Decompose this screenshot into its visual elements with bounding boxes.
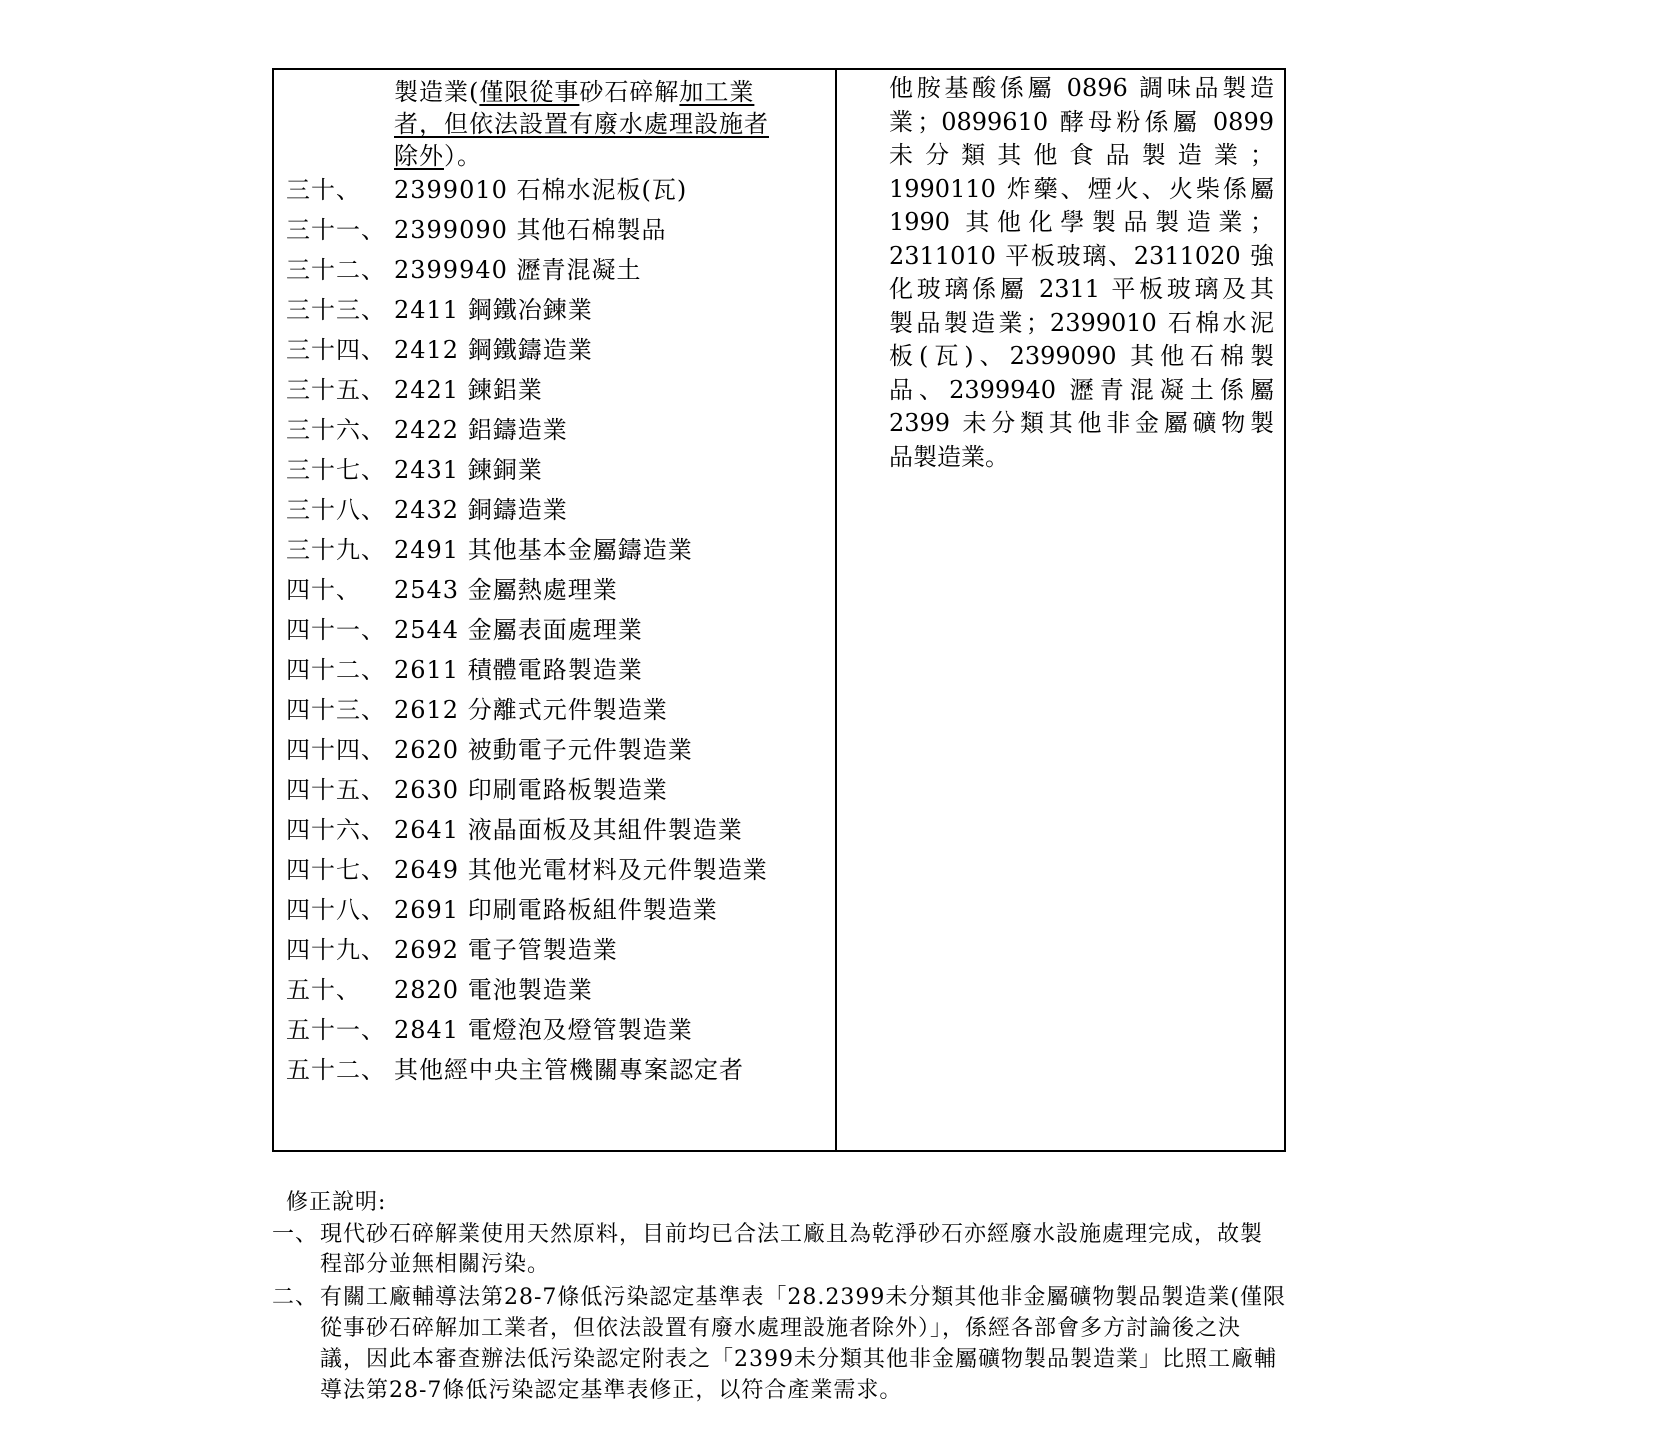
right-text-line: 未分類其他食品製造業；	[889, 141, 1274, 169]
right-text-line: 製品製造業；2399010 石棉水泥	[889, 308, 1274, 337]
note-line: 導法第28-7條低污染認定基準表修正，以符合產業需求。	[320, 1378, 903, 1403]
text-segment-underlined: 者，但依法設置有廢水處理設施者	[394, 110, 769, 138]
list-item	[286, 935, 618, 965]
list-item	[286, 775, 668, 805]
list-item	[286, 535, 693, 565]
item-text: 2411 鋼鐵冶鍊業	[394, 296, 593, 324]
item-number: 四十六、	[286, 816, 386, 844]
item-text: 2630 印刷電路板製造業	[394, 776, 668, 804]
item-text: 2421 鍊鋁業	[394, 376, 543, 404]
item-text: 2544 金屬表面處理業	[394, 616, 643, 644]
item-number: 四十二、	[286, 656, 386, 684]
continuation-line	[394, 72, 754, 107]
item-number: 三十一、	[286, 216, 386, 244]
item-number: 四十五、	[286, 776, 386, 804]
item-number: 四十七、	[286, 856, 386, 884]
item-number: 四十八、	[286, 896, 386, 924]
list-item	[286, 615, 643, 645]
list-item	[286, 215, 667, 245]
item-number: 五十、	[286, 976, 361, 1004]
text-segment: ）。	[444, 142, 482, 170]
right-text-line: 2399 未分類其他非金屬礦物製	[889, 409, 1274, 437]
item-number: 四十一、	[286, 616, 386, 644]
note-line: 有關工廠輔導法第28-7條低污染認定基準表「28.2399未分類其他非金屬礦物製品製造業(僅限	[320, 1285, 1286, 1310]
column-divider	[835, 70, 837, 1150]
list-item	[286, 655, 643, 685]
item-text: 2611 積體電路製造業	[394, 656, 643, 684]
item-text: 2431 鍊銅業	[394, 456, 543, 484]
item-text: 2692 電子管製造業	[394, 936, 618, 964]
item-text: 2399010 石棉水泥板(瓦)	[394, 176, 688, 204]
list-item	[286, 295, 593, 325]
item-number: 四十三、	[286, 696, 386, 724]
right-text-line: 化玻璃係屬 2311 平板玻璃及其	[889, 275, 1274, 303]
item-number: 三十三、	[286, 296, 386, 324]
right-text-line: 1990 其他化學製品製造業；	[889, 208, 1274, 236]
item-text: 2543 金屬熱處理業	[394, 576, 618, 604]
item-text: 2399090 其他石棉製品	[394, 216, 667, 244]
comparison-table	[272, 68, 1286, 1152]
text-segment-underlined: 加工業	[679, 78, 755, 106]
item-number: 三十九、	[286, 536, 386, 564]
item-number: 三十七、	[286, 456, 386, 484]
list-item	[286, 255, 642, 285]
list-item	[286, 455, 543, 485]
list-item	[286, 815, 743, 845]
list-item	[286, 575, 618, 605]
list-item	[286, 1015, 693, 1045]
right-text-line: 1990110 炸藥、煙火、火柴係屬	[889, 174, 1274, 203]
notes-title: 修正說明:	[286, 1190, 387, 1215]
item-text: 其他經中央主管機關專案認定者	[394, 1056, 744, 1084]
continuation-line	[394, 104, 769, 139]
item-text: 2491 其他基本金屬鑄造業	[394, 536, 693, 564]
right-text-line: 品、2399940 瀝青混凝土係屬	[889, 375, 1274, 404]
item-text: 2612 分離式元件製造業	[394, 696, 668, 724]
list-item	[286, 375, 543, 405]
right-text-line: 板(瓦)、2399090 其他石棉製	[889, 342, 1274, 370]
note-line: 現代砂石碎解業使用天然原料，目前均已合法工廠且為乾淨砂石亦經廢水設施處理完成，故製	[320, 1222, 1264, 1247]
item-text: 2422 鋁鑄造業	[394, 416, 568, 444]
note-line: 從事砂石碎解加工業者，但依法設置有廢水處理設施者除外）」，係經各部會多方討論後之決	[320, 1316, 1242, 1341]
right-text-line: 2311010 平板玻璃、2311020 強	[889, 241, 1274, 270]
list-item	[286, 495, 568, 525]
item-text: 2432 銅鑄造業	[394, 496, 568, 524]
item-text: 2641 液晶面板及其組件製造業	[394, 816, 743, 844]
note-number: 二、	[272, 1285, 319, 1310]
note-line: 程部分並無相關污染。	[320, 1252, 551, 1277]
text-segment-underlined: 除外	[394, 142, 444, 170]
item-text: 2691 印刷電路板組件製造業	[394, 896, 718, 924]
item-text: 2399940 瀝青混凝土	[394, 256, 642, 284]
list-item	[286, 895, 718, 925]
list-item	[286, 335, 593, 365]
right-text-line: 他胺基酸係屬 0896 調味品製造	[889, 74, 1274, 102]
right-text-line: 品製造業。	[889, 442, 1009, 471]
item-number: 四十九、	[286, 936, 386, 964]
note-number: 一、	[272, 1222, 319, 1247]
item-number: 三十四、	[286, 336, 386, 364]
text-segment: 製造業(	[394, 78, 480, 106]
list-item	[286, 175, 687, 205]
item-number: 五十一、	[286, 1016, 386, 1044]
item-number: 三十八、	[286, 496, 386, 524]
item-number: 四十四、	[286, 736, 386, 764]
list-item	[286, 735, 693, 765]
list-item	[286, 695, 668, 725]
item-number: 三十二、	[286, 256, 386, 284]
note-line: 議，因此本審查辦法低污染認定附表之「2399未分類其他非金屬礦物製品製造業」比照工廠輔	[320, 1347, 1277, 1372]
list-item	[286, 415, 568, 445]
item-text: 2649 其他光電材料及元件製造業	[394, 856, 768, 884]
list-item	[286, 975, 593, 1005]
item-text: 2620 被動電子元件製造業	[394, 736, 693, 764]
right-text-line: 業；0899610 酵母粉係屬 0899	[889, 107, 1274, 136]
item-text: 2841 電燈泡及燈管製造業	[394, 1016, 693, 1044]
item-number: 三十五、	[286, 376, 386, 404]
text-segment: 砂石碎解	[579, 78, 680, 106]
list-item	[286, 1055, 744, 1085]
list-item	[286, 855, 768, 885]
item-text: 2820 電池製造業	[394, 976, 593, 1004]
item-number: 三十、	[286, 176, 361, 204]
continuation-line	[394, 136, 482, 171]
item-number: 三十六、	[286, 416, 386, 444]
item-text: 2412 鋼鐵鑄造業	[394, 336, 593, 364]
text-segment-underlined: 僅限從事	[479, 78, 580, 106]
item-number: 四十、	[286, 576, 361, 604]
item-number: 五十二、	[286, 1056, 386, 1084]
